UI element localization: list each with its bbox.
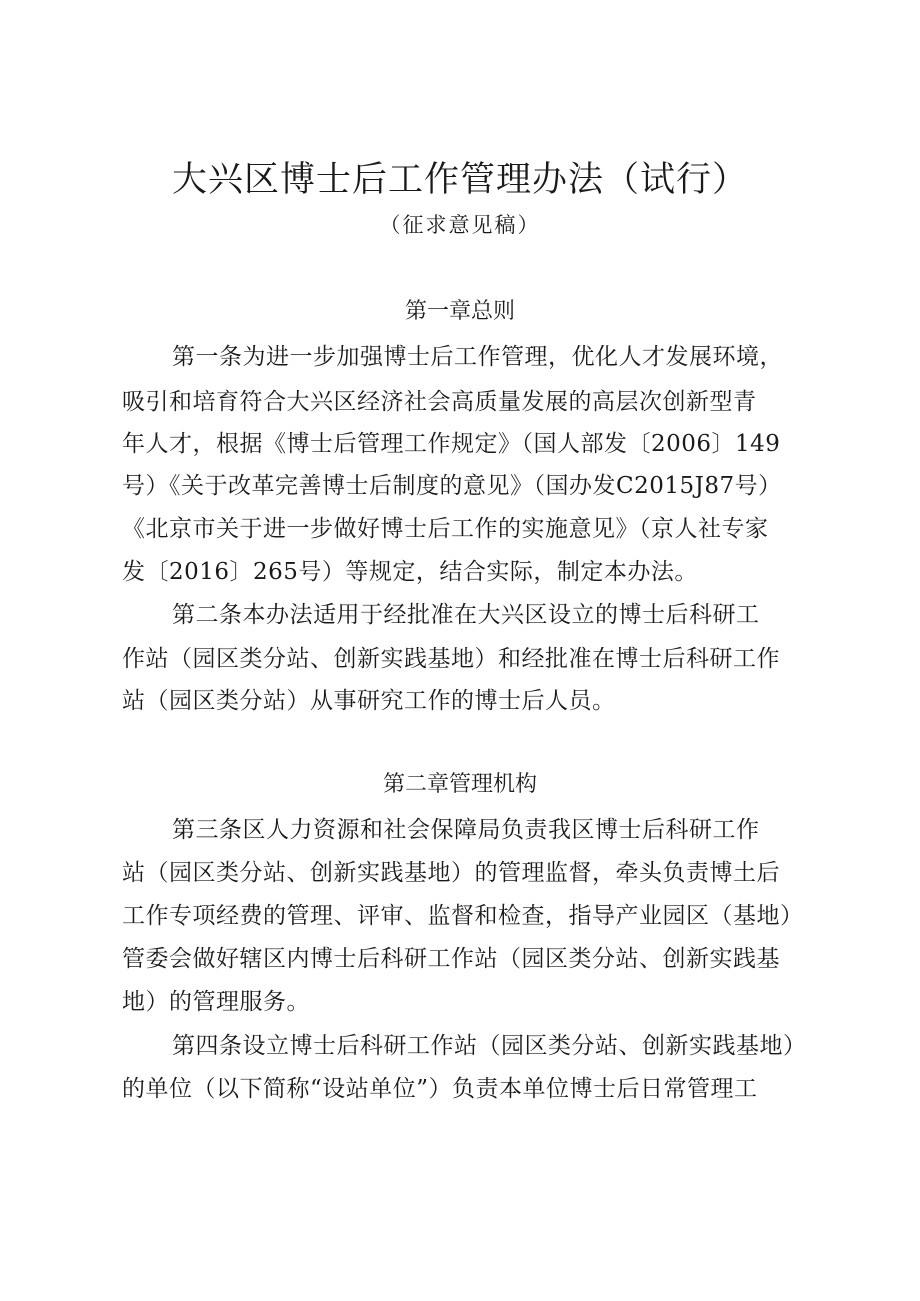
paragraph-line: 地）的管理服务。 [122, 989, 310, 1015]
chapter-heading: 第一章总则 [404, 299, 515, 324]
paragraph-line: 第四条设立博士后科研工作站（园区类分站、创新实践基地） [172, 1033, 807, 1059]
paragraph-line: 吸引和培育符合大兴区经济社会高质量发展的高层次创新型青 [122, 389, 757, 415]
document-title: 大兴区博士后工作管理办法（试行） [171, 160, 748, 200]
paragraph-line: 站（园区类分站）从事研究工作的博士后人员。 [122, 688, 616, 714]
paragraph-line: 管委会做好辖区内博士后科研工作站（园区类分站、创新实践基 [122, 946, 780, 972]
paragraph-line: 作站（园区类分站、创新实践基地）和经批准在博士后科研工作 [122, 646, 780, 672]
paragraph-line: 第三条区人力资源和社会保障局负责我区博士后科研工作 [172, 817, 760, 843]
paragraph-line: 年人才，根据《博士后管理工作规定》（国人部发〔2006〕149 [122, 431, 781, 457]
paragraph-line: 号）《关于改革完善博士后制度的意见》（国办发C2015J87号） [122, 473, 782, 499]
document-subtitle: （征求意见稿） [379, 213, 541, 237]
paragraph-line: 第二条本办法适用于经批准在大兴区设立的博士后科研工 [172, 602, 760, 628]
paragraph-line: 的单位（以下简称“设站单位”）负责本单位博士后日常管理工 [122, 1076, 758, 1102]
paragraph-line: 发〔2016〕265号）等规定，结合实际，制定本办法。 [122, 559, 698, 585]
chapter-heading: 第二章管理机构 [382, 772, 537, 797]
paragraph-line: 《北京市关于进一步做好博士后工作的实施意见》（京人社专家 [122, 516, 769, 542]
paragraph-line: 工作专项经费的管理、评审、监督和检查，指导产业园区（基地） [122, 903, 804, 929]
paragraph-line: 第一条为进一步加强博士后工作管理，优化人才发展环境， [172, 344, 783, 370]
paragraph-line: 站（园区类分站、创新实践基地）的管理监督，牵头负责博土后 [122, 860, 780, 886]
